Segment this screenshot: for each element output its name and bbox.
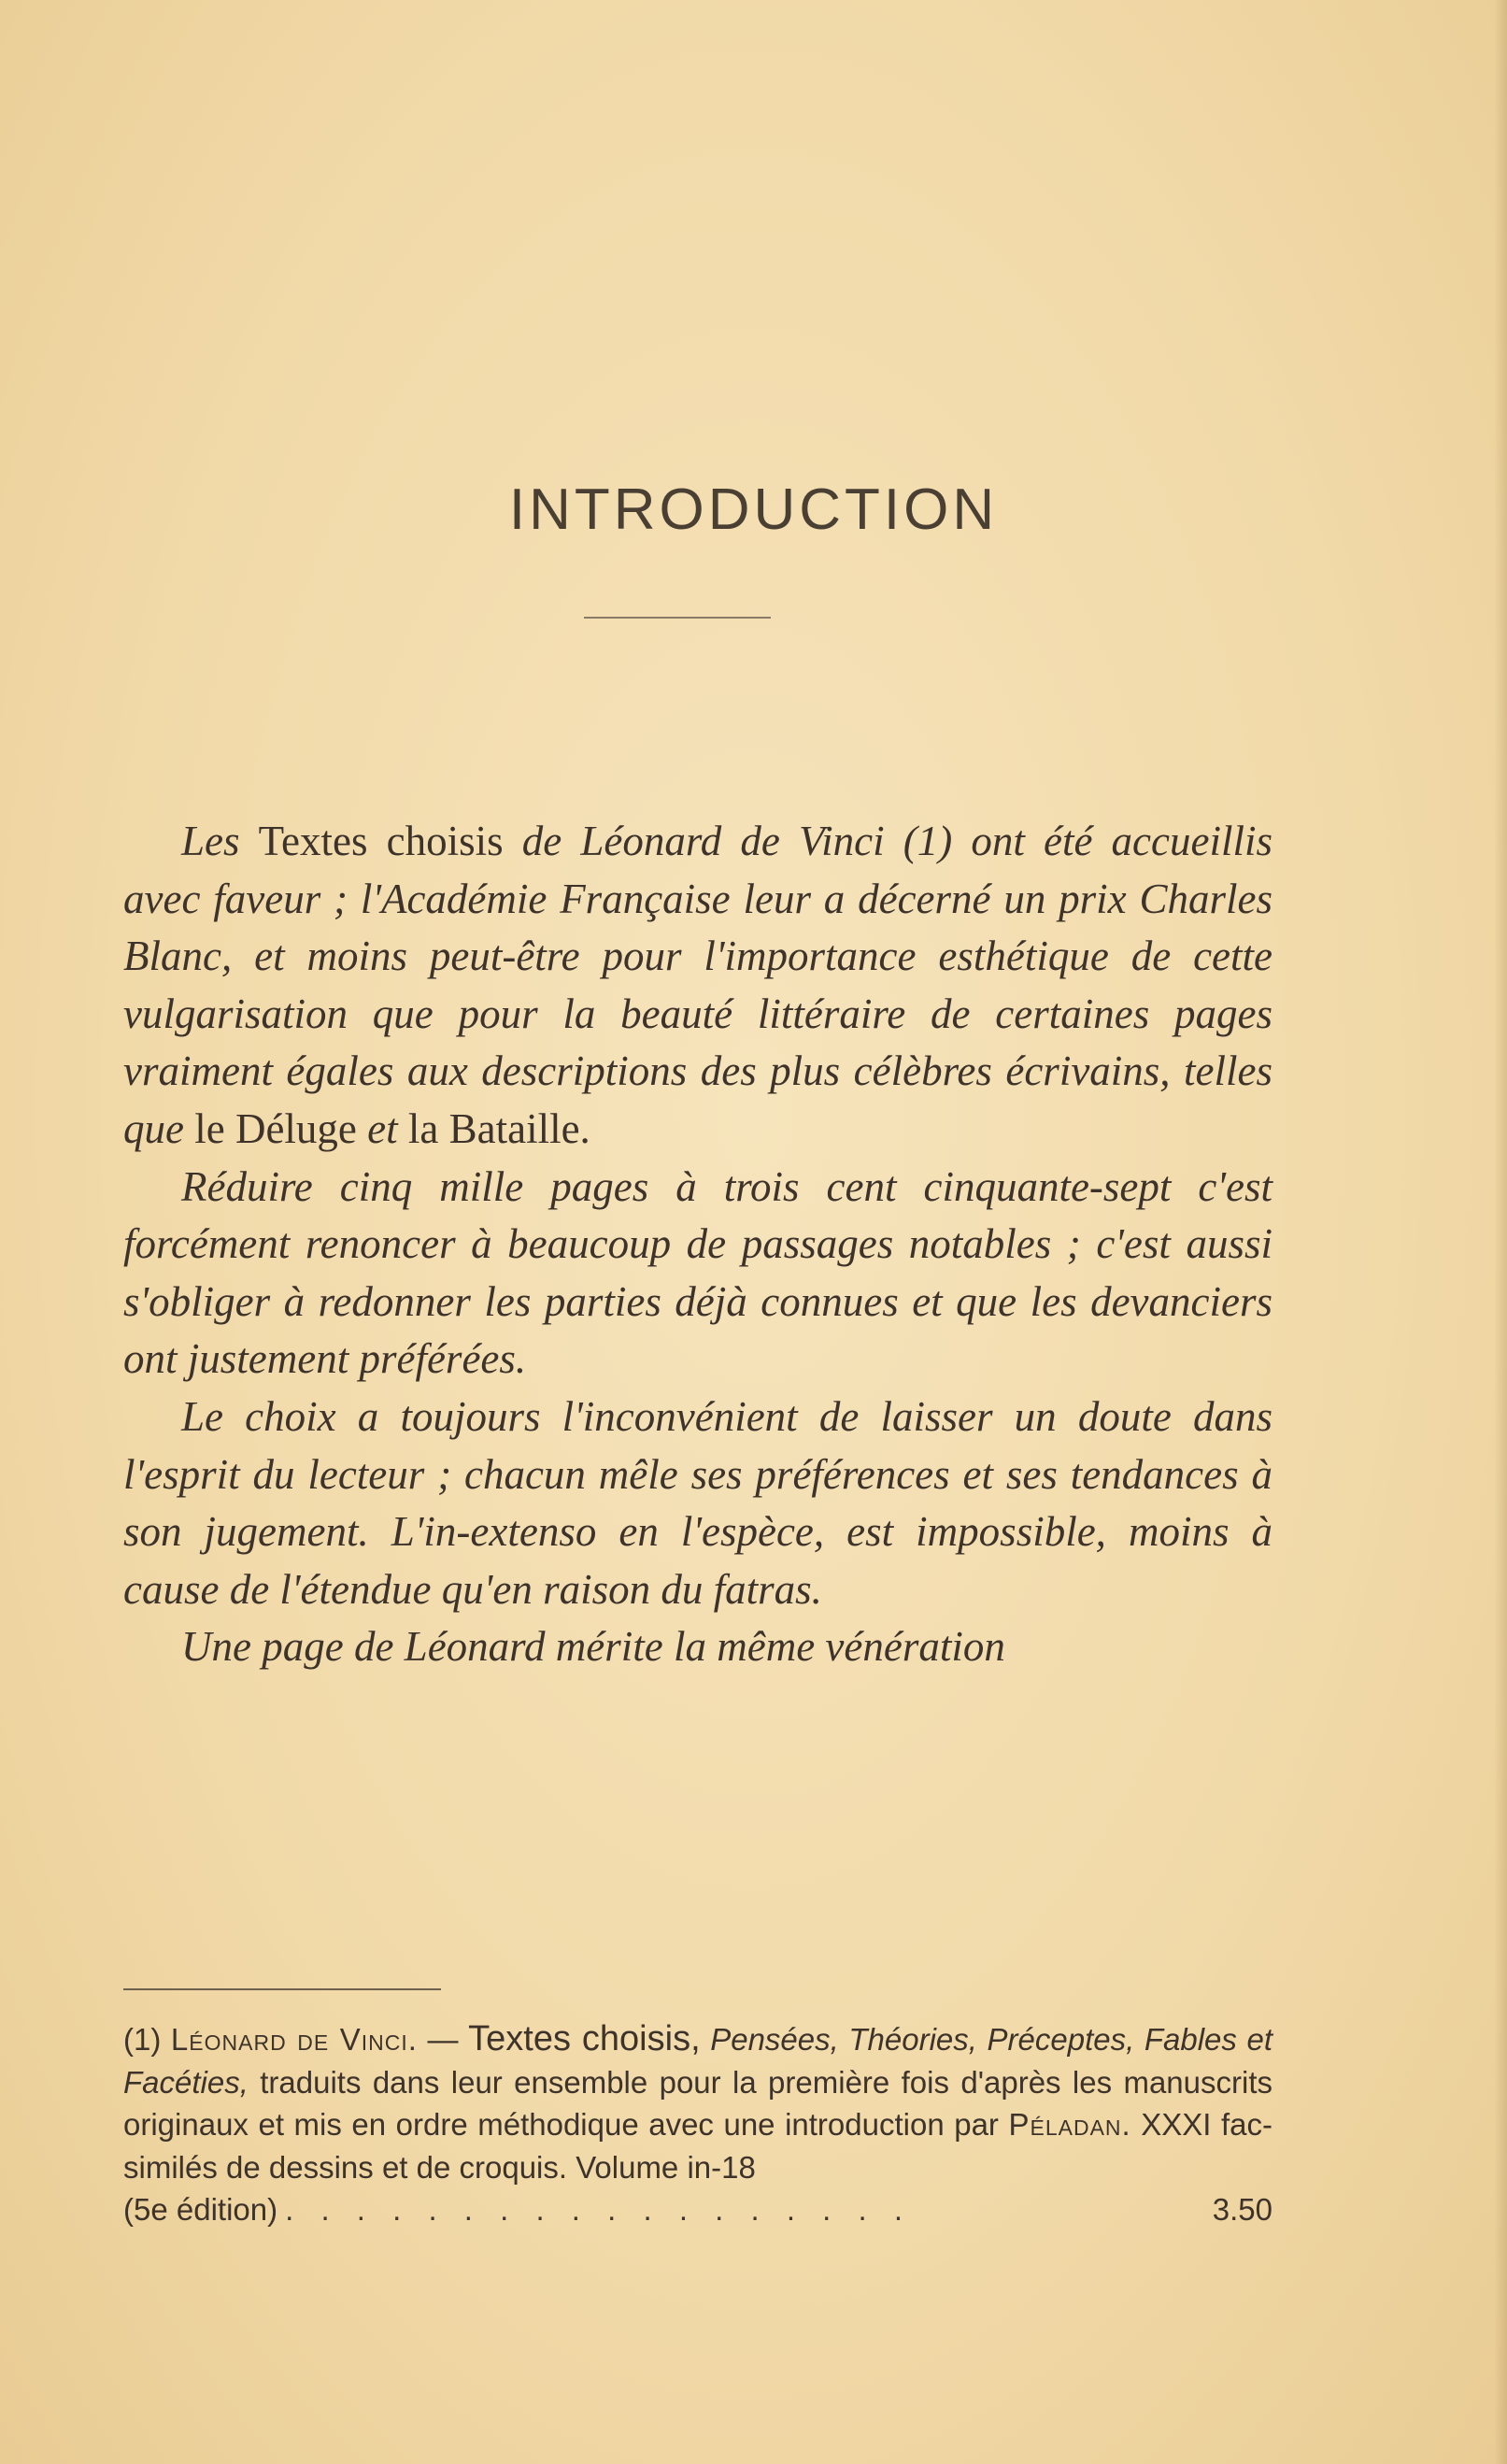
footnote-title: Textes choisis, xyxy=(468,2019,701,2058)
footnote xyxy=(123,2018,1272,2231)
paragraph-4: Une page de Léonard mérite la même vénération xyxy=(181,1623,1005,1671)
p1-title: Textes choisis xyxy=(258,818,504,864)
footnote-body: traduits dans leur ensemble pour la première fois d'après les manuscrits originaux et mis en ordre méthodique avec une introduction par xyxy=(123,2064,1272,2142)
heading-rule xyxy=(584,617,771,619)
p1-deluge: le Déluge xyxy=(194,1104,357,1152)
footnote-marker: (1) xyxy=(123,2022,162,2057)
paragraph-1 xyxy=(123,813,1272,1159)
footnote-price: 3.50 xyxy=(1212,2192,1272,2227)
p1-start: Les xyxy=(181,818,259,864)
footnote-author: Léonard de Vinci. xyxy=(170,2022,418,2057)
p1-bataille: la Bataille. xyxy=(407,1104,590,1152)
footnote-subtitle: Pensées, Théories, Préceptes, Fables et Facéties, xyxy=(123,2022,1272,2100)
chapter-heading: INTRODUCTION xyxy=(508,477,999,542)
footnote-dash: — xyxy=(417,2022,469,2057)
paragraph-2: Réduire cinq mille pages à trois cent cinquante-sept c'est forcément renoncer à beaucoup de passages notables ; c'est aussi s'obliger à redonner les parties déjà connues et que les devanciers ont justement préférées. xyxy=(123,1162,1272,1383)
p1-italic-1: de Léonard de Vinci (1) ont été accueillis avec faveur ; l'Académie Française leur a décerné un prix Charles Blanc, et moins peut-être pour l'importance esthétique de cette vulgarisation que pour la beauté littéraire de certaines pages vraiment égales aux descriptions des plus célèbres écrivains, telles que xyxy=(123,818,1272,1152)
footnote-editor: Péladan. xyxy=(1008,2107,1131,2142)
paragraph-3: Le choix a toujours l'inconvénient de laisser un doute dans l'esprit du lecteur ; chacun mêle ses préférences et ses tendances à son jugement. L'in-extenso en l'espèce, est impossible, moins à cause de l'étendue qu'en raison du fatras. xyxy=(123,1392,1272,1613)
footnote-text xyxy=(123,2018,1272,2188)
footnote-edition: (5e édition) xyxy=(123,2192,278,2227)
footnote-rule xyxy=(123,1988,441,1990)
body-text xyxy=(123,813,1272,1676)
footnote-leader-dots: . . . . . . . . . . . . . . . . . . xyxy=(285,2192,913,2227)
footnote-price-row xyxy=(123,2188,1272,2231)
page-edge-shadow xyxy=(1494,0,1507,2464)
footnote-body-2: XXXI fac-similés de dessins et de croquis. Volume in-18 xyxy=(123,2107,1272,2185)
p1-italic-2: et xyxy=(356,1104,408,1152)
